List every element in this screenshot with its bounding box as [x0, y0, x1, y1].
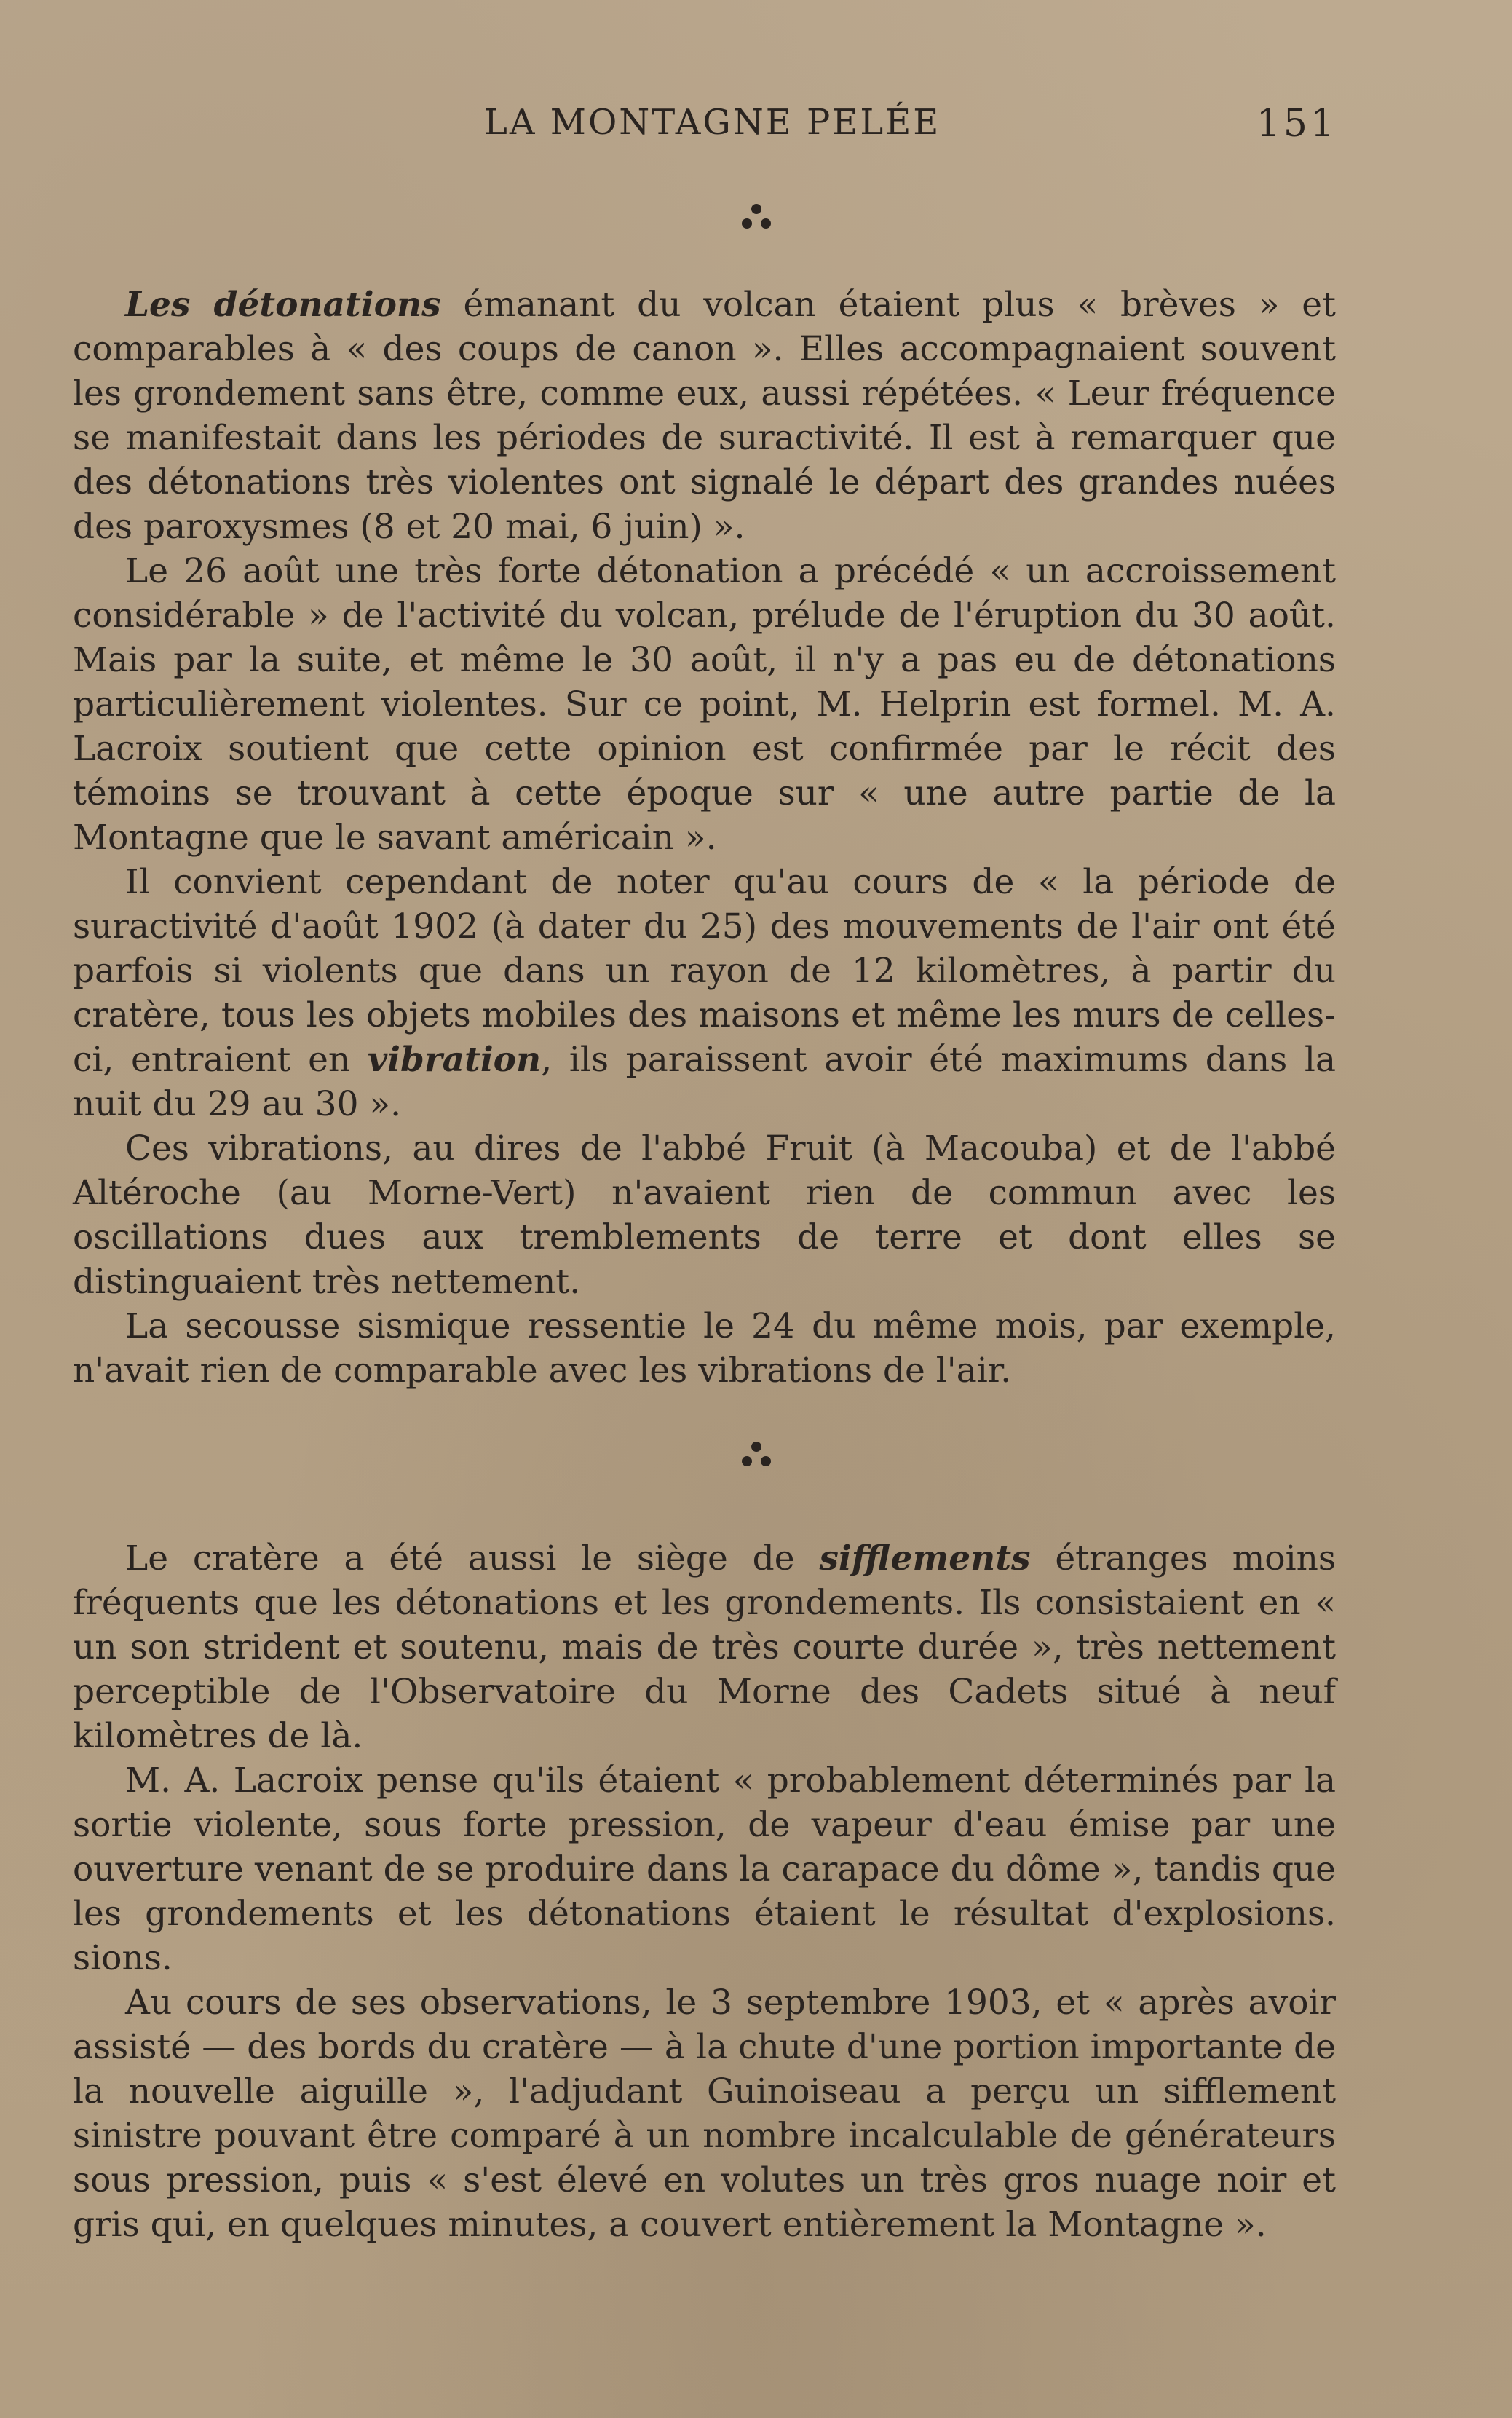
paragraph: Au cours de ses observations, le 3 septembre 1903, et « après avoir assisté — des bords du cratère — à la chute d'une portion importante de la nouvelle aiguille », l'adjudant Guinoiseau a perçu un sifflement sinistre pouvant être comparé à un nombre incalculable de générateurs sous pression, puis « s'est élevé en volutes un très gros nuage noir et gris qui, en quelques minutes, a couvert entièrement la Montagne ».: [73, 1983, 1336, 2245]
page-header: [484, 102, 1337, 153]
section-separator-1: [0, 204, 1512, 245]
section-separator-2: [0, 1442, 1512, 1483]
italic-term: Les détonations: [125, 285, 441, 325]
section-1-text: [73, 283, 1336, 1393]
running-title: LA MONTAGNE PELÉE: [484, 102, 941, 143]
italic-term: sifflements: [819, 1538, 1031, 1579]
paragraph: M. A. Lacroix pense qu'ils étaient « probablement déterminés par la sortie violente, sous forte pression, de vapeur d'eau émise par une ouverture venant de se produire dans la carapace du dôme », tandis que les grondements et les détonations étaient le résultat d'explosions. sions.: [73, 1761, 1336, 1978]
paragraph: Les détonations émanant du volcan étaient plus « brèves » et comparables à « des coups de canon ». Elles accompagnaient souvent les grondement sans être, comme eux, aussi répétées. « Leur fréquence se manifestait dans les périodes de suractivité. Il est à remarquer que des détonations très violentes ont signalé le départ des grandes nuées des paroxysmes (8 et 20 mai, 6 juin) ».: [73, 285, 1336, 547]
paragraph: Le cratère a été aussi le siège de sifflements étranges moins fréquents que les détonations et les grondements. Ils consistaient en « un son strident et soutenu, mais de très courte durée », très nettement perceptible de l'Observatoire du Morne des Cadets situé à neuf kilomètres de là.: [73, 1538, 1336, 1756]
paragraph: La secousse sismique ressentie le 24 du même mois, par exemple, n'avait rien de comparable avec les vibrations de l'air.: [73, 1306, 1336, 1391]
asterism-icon: [735, 204, 778, 240]
paragraph: Ces vibrations, au dires de l'abbé Fruit (à Macouba) et de l'abbé Altéroche (au Morne-Vert) n'avaient rien de commun avec les oscillations dues aux tremblements de terre et dont elles se distinguaient très nettement.: [73, 1129, 1336, 1302]
asterism-icon: [735, 1442, 778, 1478]
section-2-text: [73, 1536, 1336, 2247]
paragraph: Il convient cependant de noter qu'au cours de « la période de suractivité d'août 1902 (à dater du 25) des mouvements de l'air ont été parfois si violents que dans un rayon de 12 kilomètres, à partir du cratère, tous les objets mobiles des maisons et même les murs de celles-ci, entraient en vibration, ils paraissent avoir été maximums dans la nuit du 29 au 30 ».: [73, 862, 1336, 1124]
page-number: 151: [1256, 102, 1337, 146]
italic-term: vibration: [367, 1040, 542, 1080]
paragraph: Le 26 août une très forte détonation a précédé « un accroissement considérable » de l'activité du volcan, prélude de l'éruption du 30 août. Mais par la suite, et même le 30 août, il n'y a pas eu de détonations particulièrement violentes. Sur ce point, M. Helprin est formel. M. A. Lacroix soutient que cette opinion est confirmée par le récit des témoins se trouvant à cette époque sur « une autre partie de la Montagne que le savant américain ».: [73, 551, 1336, 858]
